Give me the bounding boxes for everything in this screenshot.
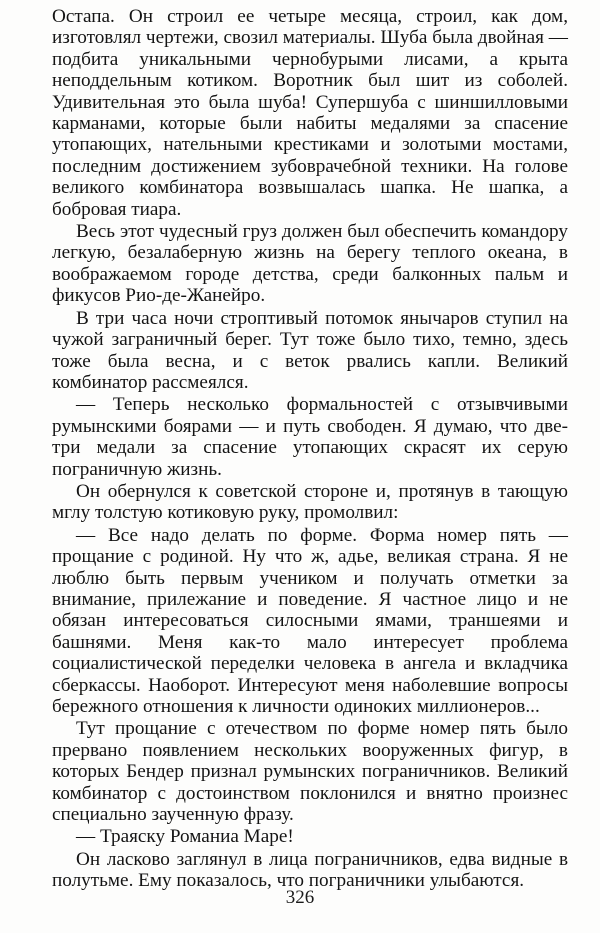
paragraph: В три часа ночи строптивый потомок янычаров ступил на чужой заграничный берег. Тут тоже было тихо, темно, здесь тоже была весна, и с веток рвались капли. Великий комбинатор рассмеялся. bbox=[52, 307, 568, 393]
paragraph: — Теперь несколько формальностей с отзывчивыми румынскими боярами — и путь свободен. Я думаю, что две-три медали за спасение утопающих скрасят их серую пограничную жизнь. bbox=[52, 394, 568, 480]
paragraph: — Все надо делать по форме. Форма номер пять — прощание с родиной. Ну что ж, адье, великая страна. Я не люблю быть первым учеником и получать отметки за внимание, прилежание и поведение. Я частное лицо и не обязан интересоваться силосными ямами, траншеями и башнями. Меня как-то мало интересует проблема социалистической переделки человека в ангела и вкладчика сберкассы. Наоборот. Интересуют меня наболевшие вопросы бережного отношения к личности одиноких миллионеров... bbox=[52, 524, 568, 717]
page-body-text bbox=[52, 6, 568, 892]
paragraph: Тут прощание с отечеством по форме номер пять было прервано появлением нескольких вооруженных фигур, в которых Бендер признал румынских пограничников. Великий комбинатор с достоинством поклонился и внятно произнес специально заученную фразу. bbox=[52, 718, 568, 826]
paragraph: — Траяску Романиа Маре! bbox=[76, 826, 294, 848]
paragraph: Весь этот чудесный груз должен был обеспечить командору легкую, безалаберную жизнь на берегу теплого океана, в воображаемом городе детства, среди балконных пальм и фикусов Рио-де-Жанейро. bbox=[52, 221, 568, 307]
paragraph: Он обернулся к советской стороне и, протянув в тающую мглу толстую котиковую руку, промолвил: bbox=[52, 480, 568, 524]
paragraph-continuation: Остапа. Он строил ее четыре месяца, строил, как дом, изготовлял чертежи, свозил материалы. Шуба была двойная — подбита уникальными чернобурыми лисами, а крыта неподдельным котиком. Воротник был шит из соболей. Удивительная это была шуба! Супершуба с шиншилловыми карманами, которые были набиты медалями за спасение утопающих, нательными крестиками и золотыми мостами, последним достижением зубоврачебной техники. На голове великого комбинатора возвышалась шапка. Не шапка, а бобровая тиара. bbox=[52, 6, 568, 220]
page-number: 326 bbox=[285, 887, 315, 908]
paragraph: Он ласково заглянул в лица пограничников, едва видные в полутьме. Ему показалось, что пограничники улыбаются. bbox=[52, 848, 568, 892]
